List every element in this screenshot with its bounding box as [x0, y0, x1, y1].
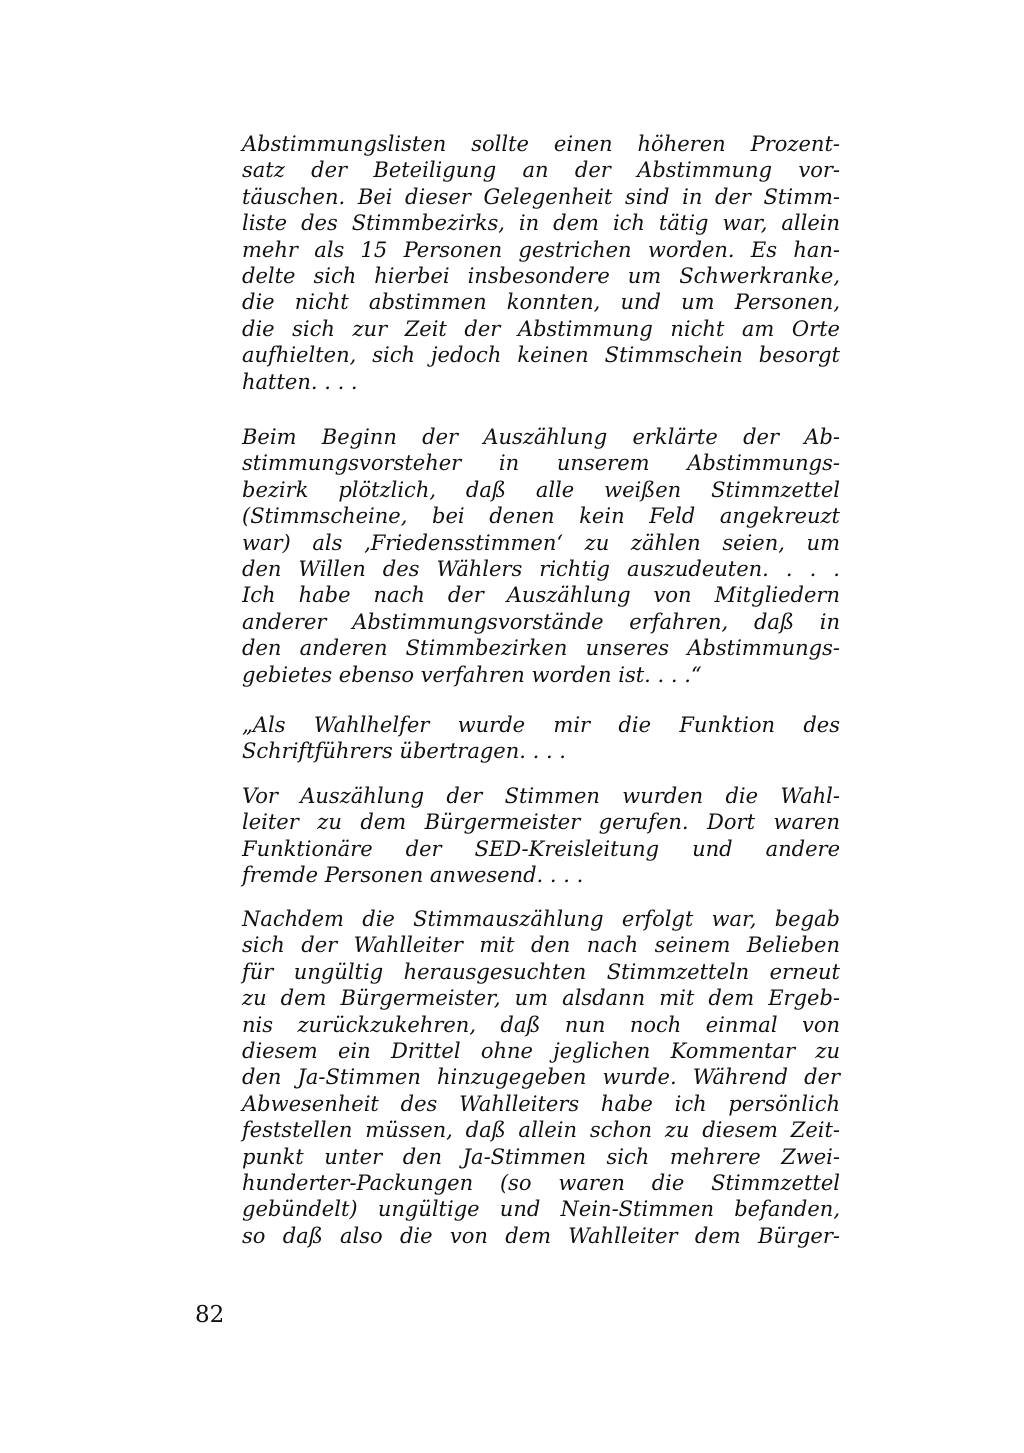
- text-line: täuschen. Bei dieser Gelegenheit sind in der Stimm-: [242, 184, 840, 209]
- text-line: war) als ‚Friedensstimmen‘ zu zählen seien, um: [242, 530, 840, 555]
- text-line: liste des Stimmbezirks, in dem ich tätig war, allein: [242, 211, 840, 236]
- text-line: satz der Beteiligung an der Abstimmung vor-: [242, 158, 840, 183]
- text-line: die nicht abstimmen konnten, und um Personen,: [242, 290, 840, 315]
- text-line: Abwesenheit des Wahlleiters habe ich persönlich: [242, 1091, 840, 1116]
- text-line: anderer Abstimmungsvorstände erfahren, daß in: [242, 609, 840, 634]
- text-line: aufhielten, sich jedoch keinen Stimmschein besorgt: [242, 343, 840, 368]
- paragraph-3: [242, 712, 840, 765]
- text-line: gebündelt) ungültige und Nein-Stimmen befanden,: [242, 1197, 840, 1222]
- text-line: hunderter-Packungen (so waren die Stimmzettel: [242, 1170, 840, 1195]
- paragraph-2: [242, 424, 840, 688]
- text-line: Schriftführers übertragen. . . .: [242, 739, 566, 764]
- paragraph-4: [242, 783, 840, 889]
- text-line: zu dem Bürgermeister, um alsdann mit dem Ergeb-: [242, 986, 840, 1011]
- paragraph-1: [242, 131, 840, 395]
- text-line: leiter zu dem Bürgermeister gerufen. Dort waren: [242, 810, 840, 835]
- text-line: diesem ein Drittel ohne jeglichen Kommentar zu: [242, 1038, 840, 1063]
- text-line: bezirk plötzlich, daß alle weißen Stimmzettel: [242, 477, 840, 502]
- text-line: den Willen des Wählers richtig auszudeuten. . . .: [242, 556, 840, 581]
- text-line: den Ja-Stimmen hinzugegeben wurde. Während der: [242, 1065, 840, 1090]
- text-line: delte sich hierbei insbesondere um Schwerkranke,: [242, 263, 840, 288]
- text-line: mehr als 15 Personen gestrichen worden. Es han-: [242, 237, 840, 262]
- text-line: stimmungsvorsteher in unserem Abstimmungs-: [242, 451, 840, 476]
- text-line: „Als Wahlhelfer wurde mir die Funktion des: [242, 713, 840, 737]
- text-line: nis zurückzukehren, daß nun noch einmal von: [242, 1012, 840, 1037]
- text-line: Funktionäre der SED-Kreisleitung und andere: [242, 836, 840, 861]
- text-line: (Stimmscheine, bei denen kein Feld angekreuzt: [242, 504, 840, 529]
- text-line: punkt unter den Ja-Stimmen sich mehrere Zwei-: [242, 1144, 840, 1169]
- text-line: den anderen Stimmbezirken unseres Abstimmungs-: [242, 636, 840, 661]
- page-number: 82: [195, 1302, 225, 1328]
- text-line: gebietes ebenso verfahren worden ist. . . .“: [242, 662, 702, 687]
- paragraph-5: [242, 906, 840, 1249]
- text-line: Vor Auszählung der Stimmen wurden die Wahl-: [242, 784, 840, 808]
- text-line: für ungültig herausgesuchten Stimmzetteln erneut: [242, 959, 840, 984]
- text-line: Nachdem die Stimmauszählung erfolgt war, begab: [242, 907, 840, 931]
- text-line: fremde Personen anwesend. . . .: [242, 863, 584, 888]
- text-line: Beim Beginn der Auszählung erklärte der Ab-: [242, 425, 840, 449]
- text-line: so daß also die von dem Wahlleiter dem Bürger-: [242, 1223, 840, 1248]
- text-line: sich der Wahlleiter mit den nach seinem Belieben: [242, 933, 840, 958]
- text-line: hatten. . . .: [242, 369, 358, 394]
- text-line: Ich habe nach der Auszählung von Mitgliedern: [242, 583, 840, 608]
- text-line: Abstimmungslisten sollte einen höheren Prozent-: [242, 132, 840, 156]
- text-line: die sich zur Zeit der Abstimmung nicht am Orte: [242, 316, 840, 341]
- text-line: feststellen müssen, daß allein schon zu diesem Zeit-: [242, 1118, 840, 1143]
